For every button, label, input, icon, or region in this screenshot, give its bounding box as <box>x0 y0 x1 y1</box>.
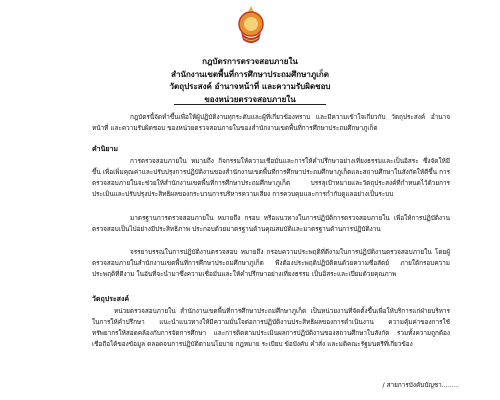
title-line: สำนักงานเขตพื้นที่การศึกษาประถมศึกษาภูเก็ต <box>171 69 329 79</box>
continuation-note: / สายการบังคับบัญชา........ <box>382 381 458 389</box>
title-divider <box>174 104 326 105</box>
section-heading-objective: วัตถุประสงค์ <box>92 295 130 303</box>
definition-paragraph-1: การตรวจสอบภายใน หมายถึง กิจกรรมให้ความเชื่อมั่นและการให้คำปรึกษาอย่างเที่ยงธรรมและเป็นอิสระ ซึ่งจัดให้มีขึ้น เพื่อเพิ่มคุณค่าและปรับปรุงการปฏิบัติงานของสำนักงานเขตพื้นที่การศึกษาประถมศึกษาภูเก็ตและสถานศึกษาในสังกัดให้ดีขึ้น การตรวจสอบภายในจะช่วยให้สำนักงานเขตพื้นที่การศึกษาประถมศึกษาภูเก็ต บรรลุเป้าหมายและวัตถุประสงค์ที่กำหนดไว้ด้วยการประเมินและปรับปรุงประสิทธิผลของกระบวนการบริหารความเสี่ยง การควบคุมและการกำกับดูแลอย่างเป็นระบบ <box>92 157 450 198</box>
obec-emblem-logo <box>233 4 269 48</box>
objective-paragraph: หน่วยตรวจสอบภายใน สำนักงานเขตพื้นที่การศึกษาประถมศึกษาภูเก็ต เป็นหน่วยงานที่จัดตั้งขึ้นเพื่อให้บริการแก่ฝ่ายบริหารในการให้คำปรึกษา แนะนำแนวทางให้มีความมั่นใจต่อการปฏิบัติงานประสิทธิผลของการดำเนินงาน ความคุ้มค่าของการใช้ทรัพยากรให้สอดคล้องกับการจัดการศึกษา และการติดตามประเมินผลการปฏิบัติงานของสถานศึกษาในสังกัด รวมทั้งความถูกต้อง เชื่อถือได้ของข้อมูล ตลอดจนการปฏิบัติตามนโยบาย กฎหมาย ระเบียบ ข้อบังคับ คำสั่ง และมติคณะรัฐมนตรีที่เกี่ยวข้อง <box>92 307 450 348</box>
title-line: วัตถุประสงค์ อำนาจหน้าที่ และความรับผิดชอบ <box>169 82 331 91</box>
section-heading-definition: คำนิยาม <box>92 145 119 153</box>
definition-paragraph-3: จรรยาบรรณในการปฏิบัติงานตรวจสอบ หมายถึง กรอบความประพฤติที่ดีงามในการปฏิบัติงานตรวจสอบภายใน โดยผู้ตรวจสอบภายในสำนักงานเขตพื้นที่การศึกษาประถมศึกษาภูเก็ต พึงต้องประพฤติปฏิบัติตนด้วยความซื่อสัตย์ ภายใต้กรอบความประพฤติที่ดีงาม ในอันที่จะนำมาซึ่งความเชื่อมั่นและให้คำปรึกษาอย่างเที่ยงธรรม เป็นอิสระและเปี่ยมด้วยคุณภาพ <box>92 248 450 278</box>
title-line: ของหน่วยตรวจสอบภายใน <box>204 94 296 104</box>
document-title <box>0 56 500 106</box>
title-line: กฎบัตรการตรวจสอบภายใน <box>202 57 298 66</box>
intro-paragraph: กฎบัตรนี้จัดทำขึ้นเพื่อให้ผู้ปฏิบัติงานทุกระดับและผู้ที่เกี่ยวข้องทราบ และมีความเข้าใจเกี่ยวกับ วัตถุประสงค์ อำนาจหน้าที่ และความรับผิดชอบ ของหน่วยตรวจสอบภายในของสำนักงานเขตพื้นที่การศึกษาประถมศึกษาภูเก็ต <box>92 113 450 132</box>
definition-paragraph-2: มาตรฐานการตรวจสอบภายใน หมายถึง กรอบ หรือแนวทางในการปฏิบัติการตรวจสอบภายใน เพื่อให้การปฏิบัติงานตรวจสอบเป็นไปอย่างมีประสิทธิภาพ ประกอบด้วยมาตรฐานด้านคุณสมบัติและมาตรฐานด้านการปฏิบัติงาน <box>92 214 450 233</box>
